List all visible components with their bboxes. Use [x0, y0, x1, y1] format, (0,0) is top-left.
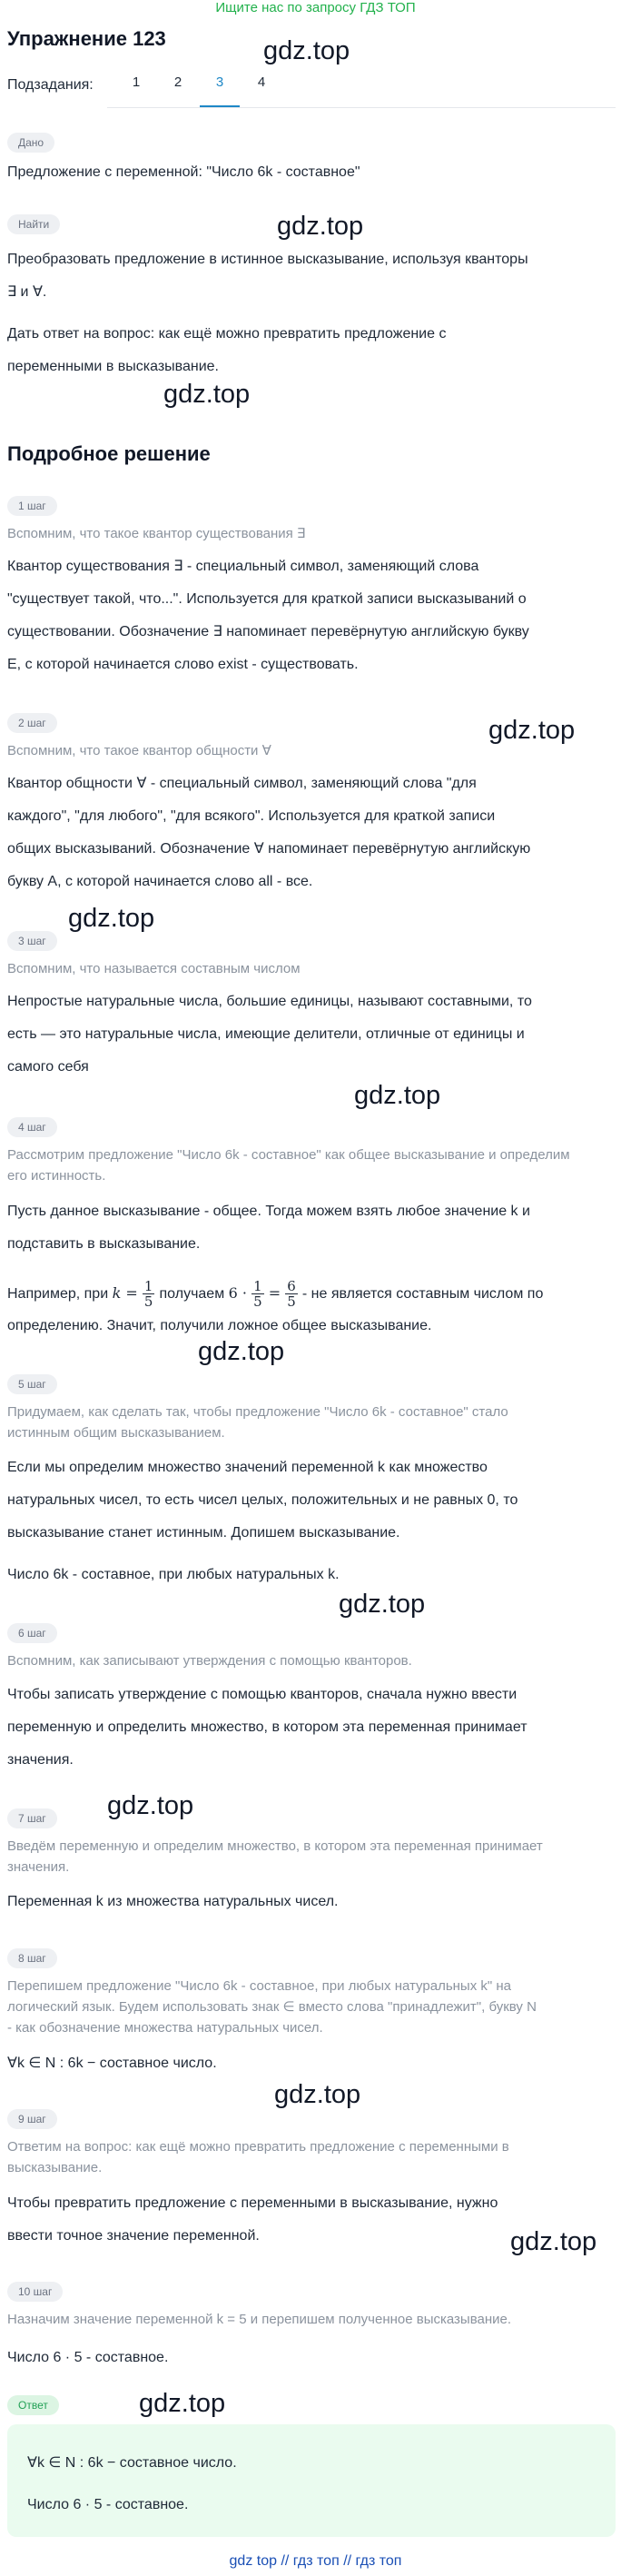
step-text: Пусть данное высказывание - общее. Тогда можем взять любое значение k и [7, 1204, 530, 1219]
find-text-line: Преобразовать предложение в истинное высказывание, используя кванторы [7, 252, 528, 267]
step-note: Введём переменную и определим множество, в котором эта переменная принимает [7, 1838, 543, 1854]
step-badge: 7 шаг [7, 1808, 57, 1828]
step-text: Число 6 · 5 - составное. [7, 2350, 169, 2365]
answer-badge: Ответ [7, 2395, 59, 2415]
step-badge: 9 шаг [7, 2109, 57, 2129]
step-text: E, с которой начинается слово exist - существовать. [7, 657, 359, 672]
step-badge: 8 шаг [7, 1948, 57, 1968]
answer-line: Число 6 · 5 - составное. [27, 2497, 189, 2512]
step-badge: 3 шаг [7, 931, 57, 951]
footer-links[interactable]: gdz top // гдз топ // гдз топ [229, 2553, 402, 2569]
step-text: Если мы определим множество значений переменной k как множество [7, 1460, 488, 1475]
watermark: gdz.top [339, 1590, 426, 1619]
step-badge: 6 шаг [7, 1623, 57, 1643]
promo-banner: Ищите нас по запросу ГДЗ ТОП [215, 0, 416, 15]
example-suffix: - не является составным числом по [301, 1286, 544, 1302]
step-badge: 4 шаг [7, 1117, 57, 1137]
step-text: переменную и определить множество, в котором эта переменная принимает [7, 1719, 527, 1735]
page-title: Упражнение 123 [7, 27, 166, 50]
watermark: gdz.top [488, 716, 576, 745]
watermark: gdz.top [139, 2389, 226, 2418]
example-line [7, 1277, 617, 1311]
step-note: Перепишем предложение "Число 6k - составное, при любых натуральных k" на [7, 1978, 511, 1994]
answer-line: ∀k ∈ N : 6k − составное число. [27, 2455, 237, 2471]
step-text: ввести точное значение переменной. [7, 2228, 260, 2244]
step-text: Число 6k - составное, при любых натуральных k. [7, 1567, 340, 1582]
watermark: gdz.top [163, 380, 251, 409]
example-mid: получаем [159, 1286, 225, 1302]
step-text: ∀k ∈ N : 6k − составное число. [7, 2056, 217, 2071]
step-note: высказывание. [7, 2160, 103, 2175]
step-badge: 2 шаг [7, 713, 57, 733]
step-note: Вспомним, как записывают утверждения с помощью кванторов. [7, 1653, 412, 1669]
watermark: gdz.top [198, 1337, 285, 1366]
step-text: самого себя [7, 1059, 89, 1075]
math-product: 6 · $\frac{1}{5}$ = $\frac{6}{5}$ [228, 1278, 296, 1310]
step-note: значения. [7, 1859, 70, 1875]
watermark: gdz.top [263, 36, 350, 65]
watermark: gdz.top [510, 2227, 597, 2256]
step-note: Вспомним, что такое квантор общности ∀ [7, 743, 271, 758]
step-note: логический язык. Будем использовать знак ∈ вместо слова "принадлежит", букву N [7, 1999, 537, 2015]
tab-3[interactable]: 3 [200, 74, 240, 107]
step-text: есть — это натуральные числа, имеющие делители, отличные от единицы и [7, 1026, 525, 1042]
step-note: Вспомним, что такое квантор существования ∃ [7, 526, 306, 541]
step-text: Квантор существования ∃ - специальный символ, заменяющий слова [7, 559, 479, 574]
step-text: Переменная k из множества натуральных чисел. [7, 1894, 339, 1909]
step-text: "существует такой, что...". Используется для краткой записи высказываний о [7, 591, 527, 607]
example-prefix: Например, при [7, 1286, 109, 1302]
step-text: общих высказываний. Обозначение ∀ напоминает перевёрнутую английскую [7, 841, 531, 857]
step-text: каждого", "для любого", "для всякого". Используется для краткой записи [7, 808, 496, 824]
step-badge: 5 шаг [7, 1374, 57, 1394]
watermark: gdz.top [274, 2080, 361, 2109]
step-text: Непростые натуральные числа, большие единицы, называют составными, то [7, 994, 532, 1009]
watermark: gdz.top [68, 904, 155, 933]
subtasks-label: Подзадания: [7, 77, 94, 93]
find-badge: Найти [7, 214, 60, 234]
watermark: gdz.top [107, 1791, 194, 1820]
step-text: высказывание станет истинным. Допишем высказывание. [7, 1525, 400, 1541]
step-note: Рассмотрим предложение "Число 6k - составное" как общее высказывание и определим [7, 1147, 570, 1163]
step-text: Чтобы превратить предложение с переменными в высказывание, нужно [7, 2195, 498, 2211]
step-badge: 10 шаг [7, 2282, 63, 2302]
find-text-line: переменными в высказывание. [7, 359, 219, 374]
given-badge: Дано [7, 133, 54, 153]
step-text: Квантор общности ∀ - специальный символ, заменяющий слова "для [7, 776, 477, 791]
step-text: подставить в высказывание. [7, 1236, 201, 1252]
step-note: Назначим значение переменной k = 5 и перепишем полученное высказывание. [7, 2312, 512, 2327]
watermark: gdz.top [354, 1081, 441, 1110]
step-note: Придумаем, как сделать так, чтобы предложение "Число 6k - составное" стало [7, 1404, 508, 1420]
subtask-tabs [107, 65, 616, 108]
step-badge: 1 шаг [7, 496, 57, 516]
step-text: Чтобы записать утверждение с помощью кванторов, сначала нужно ввести [7, 1687, 518, 1702]
step-text: существовании. Обозначение ∃ напоминает перевёрнутую английскую букву [7, 624, 529, 639]
step-text: определению. Значит, получили ложное общее высказывание. [7, 1318, 432, 1333]
math-k-eq-1-5: k = $\frac{1}{5}$ [112, 1278, 153, 1310]
tab-4[interactable]: 4 [257, 74, 266, 90]
given-text: Предложение с переменной: "Число 6k - составное" [7, 164, 360, 180]
tab-1[interactable]: 1 [132, 74, 141, 90]
step-note: его истинность. [7, 1168, 106, 1184]
step-note: - как обозначение множества натуральных чисел. [7, 2020, 323, 2036]
step-text: букву A, с которой начинается слово all - все. [7, 874, 313, 889]
tab-2[interactable]: 2 [173, 74, 182, 90]
solution-title: Подробное решение [7, 442, 211, 465]
step-text: значения. [7, 1752, 74, 1768]
step-note: Вспомним, что называется составным числом [7, 961, 301, 976]
step-note: истинным общим высказыванием. [7, 1425, 225, 1441]
find-text-line: Дать ответ на вопрос: как ещё можно превратить предложение с [7, 326, 447, 342]
find-text-line: ∃ и ∀. [7, 284, 47, 300]
watermark: gdz.top [277, 212, 364, 241]
step-note: Ответим на вопрос: как ещё можно превратить предложение с переменными в [7, 2139, 509, 2155]
step-text: натуральных чисел, то есть чисел целых, положительных и не равных 0, то [7, 1492, 518, 1508]
